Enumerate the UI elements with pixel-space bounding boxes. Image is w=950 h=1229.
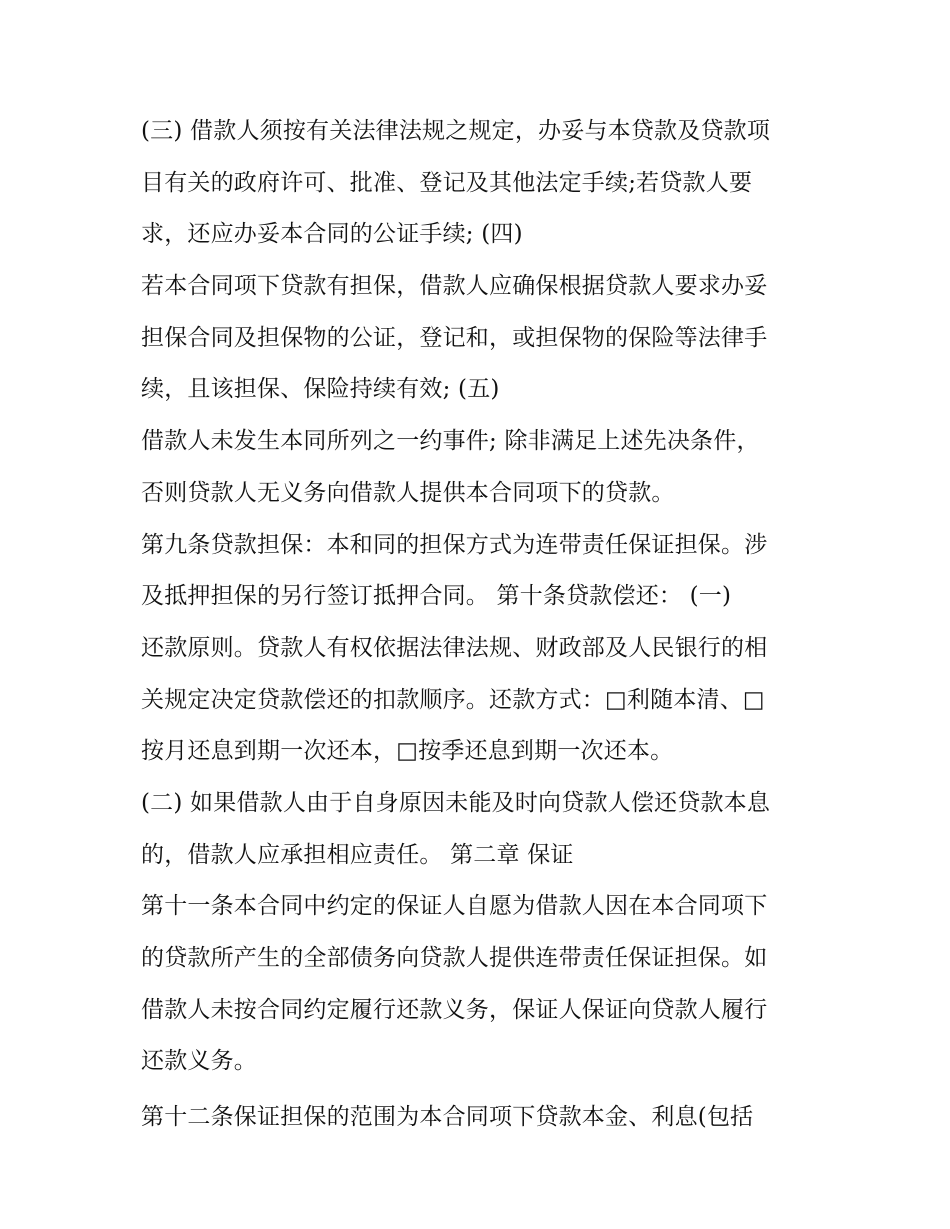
text-line: 担保合同及担保物的公证，登记和，或担保物的保险等法律手 — [141, 324, 768, 351]
text-line: 借款人未按合同约定履行还款义务，保证人保证向贷款人履行 — [141, 996, 768, 1023]
document-body — [141, 106, 831, 1144]
text-line: 续，且该担保、保险持续有效; (五) — [141, 376, 500, 403]
text-line: 第九条贷款担保：本和同的担保方式为连带责任保证担保。涉 — [141, 531, 768, 558]
text-line: (三) 借款人须按有关法律法规之规定，办妥与本贷款及贷款项 — [141, 118, 771, 144]
text-line: 的，借款人应承担相应责任。 第二章 保证 — [141, 841, 574, 868]
text-line: 否则贷款人无义务向借款人提供本合同项下的贷款。 — [141, 479, 675, 506]
text-line: 目有关的政府许可、批准、登记及其他法定手续;若贷款人要 — [141, 169, 753, 196]
text-line: 若本合同项下贷款有担保，借款人应确保根据贷款人要求办妥 — [141, 273, 768, 300]
text-line: 第十一条本合同中约定的保证人自愿为借款人因在本合同项下 — [141, 893, 768, 920]
text-line: 还款原则。贷款人有权依据法律法规、财政部及人民银行的相 — [141, 634, 768, 661]
text-line: 第十二条保证担保的范围为本合同项下贷款本金、利息(包括 — [141, 1104, 754, 1131]
text-line: 求，还应办妥本合同的公证手续; (四) — [141, 221, 523, 248]
text-line: 及抵押担保的另行签订抵押合同。 第十条贷款偿还： (一) — [141, 583, 732, 610]
text-line: 关规定决定贷款偿还的扣款顺序。还款方式：□利随本清、□ — [141, 686, 765, 713]
text-line: 借款人未发生本同所列之一约事件; 除非满足上述先决条件， — [141, 428, 760, 455]
text-line: 按月还息到期一次还本，□按季还息到期一次还本。 — [141, 738, 674, 765]
text-line: 还款义务。 — [141, 1048, 257, 1075]
text-line: 的贷款所产生的全部债务向贷款人提供连带责任保证担保。如 — [141, 945, 768, 971]
text-line: (二) 如果借款人由于自身原因未能及时向贷款人偿还贷款本息 — [141, 789, 771, 816]
